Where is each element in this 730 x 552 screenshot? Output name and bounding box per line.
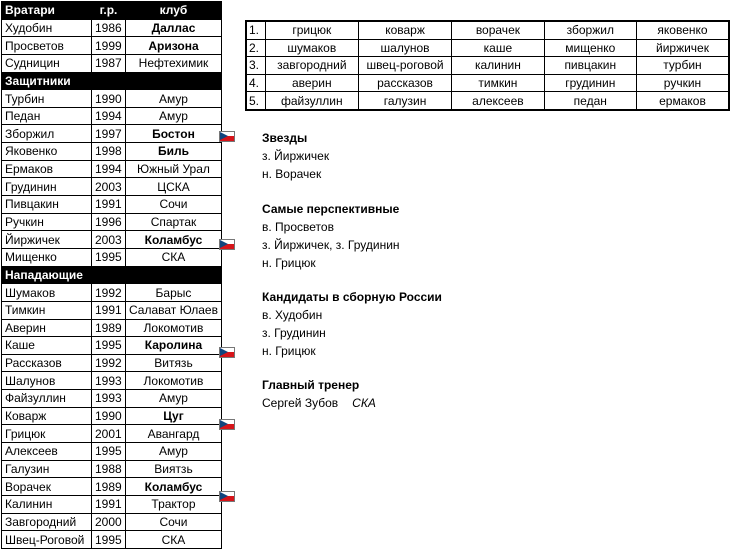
player-club: Локомотив bbox=[126, 372, 222, 390]
forwards-header bbox=[2, 266, 222, 284]
player-club: Амур bbox=[126, 390, 222, 408]
player-name: Алексеев bbox=[2, 443, 92, 461]
stars-line: з. Йиржичек bbox=[262, 149, 330, 163]
player-name: Файзуллин bbox=[2, 390, 92, 408]
czech-flag-icon bbox=[219, 239, 235, 250]
line-player: шумаков bbox=[265, 39, 358, 57]
player-row bbox=[2, 301, 222, 319]
player-year: 1989 bbox=[92, 478, 126, 496]
player-club: Сочи bbox=[126, 513, 222, 531]
player-club: Авангард bbox=[126, 425, 222, 443]
player-name: Галузин bbox=[2, 460, 92, 478]
player-name: Худобин bbox=[2, 19, 92, 37]
player-name: Калинин bbox=[2, 495, 92, 513]
player-row bbox=[2, 54, 222, 72]
line-player: каше bbox=[452, 39, 544, 57]
player-name: Яковенко bbox=[2, 143, 92, 161]
player-name: Судницин bbox=[2, 54, 92, 72]
candidates-section bbox=[262, 288, 442, 360]
line-player: шалунов bbox=[358, 39, 451, 57]
line-number: 3. bbox=[246, 57, 265, 75]
player-row bbox=[2, 196, 222, 214]
coach-name: Сергей Зубов bbox=[262, 396, 339, 410]
player-club: Амур bbox=[126, 90, 222, 108]
player-name: Завгородний bbox=[2, 513, 92, 531]
player-year: 1989 bbox=[92, 319, 126, 337]
player-year: 1992 bbox=[92, 284, 126, 302]
prospects-line: н. Грицюк bbox=[262, 256, 316, 270]
player-row bbox=[2, 354, 222, 372]
player-row bbox=[2, 107, 222, 125]
line-player: мищенко bbox=[544, 39, 636, 57]
player-row bbox=[2, 443, 222, 461]
player-year: 1994 bbox=[92, 107, 126, 125]
line-row bbox=[246, 92, 729, 110]
player-row bbox=[2, 337, 222, 355]
goalies-header-year: г.р. bbox=[92, 2, 126, 20]
player-club: Сочи bbox=[126, 196, 222, 214]
player-club: Аризона bbox=[126, 37, 222, 55]
player-row bbox=[2, 390, 222, 408]
line-player: тимкин bbox=[452, 74, 544, 92]
player-year: 1994 bbox=[92, 160, 126, 178]
player-row bbox=[2, 125, 222, 143]
forwards-header-label: Нападающие bbox=[2, 266, 92, 284]
player-name: Коварж bbox=[2, 407, 92, 425]
line-player: ворачек bbox=[452, 21, 544, 39]
stars-section bbox=[262, 129, 329, 183]
czech-flag-icon bbox=[219, 419, 235, 430]
player-row bbox=[2, 425, 222, 443]
forwards-header-year bbox=[92, 266, 126, 284]
line-player: турбин bbox=[636, 57, 729, 75]
line-player: зборжил bbox=[544, 21, 636, 39]
player-row bbox=[2, 407, 222, 425]
player-club: Амур bbox=[126, 443, 222, 461]
goalies-header-label: Вратари bbox=[2, 2, 92, 20]
roster-table bbox=[1, 1, 222, 549]
player-name: Грудинин bbox=[2, 178, 92, 196]
player-row bbox=[2, 531, 222, 549]
line-row bbox=[246, 57, 729, 75]
player-year: 1991 bbox=[92, 301, 126, 319]
player-row bbox=[2, 478, 222, 496]
czech-flag-icon bbox=[219, 347, 235, 358]
goalies-header-club: клуб bbox=[126, 2, 222, 20]
player-name: Каше bbox=[2, 337, 92, 355]
player-club: Цуг bbox=[126, 407, 222, 425]
candidates-line: з. Грудинин bbox=[262, 326, 326, 340]
player-year: 2000 bbox=[92, 513, 126, 531]
player-year: 1993 bbox=[92, 372, 126, 390]
player-club: Каролина bbox=[126, 337, 222, 355]
player-row bbox=[2, 143, 222, 161]
line-player: ручкин bbox=[636, 74, 729, 92]
czech-flag-icon bbox=[219, 491, 235, 502]
player-name: Йиржичек bbox=[2, 231, 92, 249]
lines-table bbox=[245, 20, 730, 111]
player-year: 1999 bbox=[92, 37, 126, 55]
line-player: ермаков bbox=[636, 92, 729, 110]
player-name: Шалунов bbox=[2, 372, 92, 390]
player-year: 2003 bbox=[92, 231, 126, 249]
player-name: Педан bbox=[2, 107, 92, 125]
line-player: грицюк bbox=[265, 21, 358, 39]
player-name: Ермаков bbox=[2, 160, 92, 178]
player-club: Коламбус bbox=[126, 478, 222, 496]
line-row bbox=[246, 39, 729, 57]
player-year: 1998 bbox=[92, 143, 126, 161]
line-row bbox=[246, 74, 729, 92]
czech-flag-icon bbox=[219, 131, 235, 142]
line-player: пивцакин bbox=[544, 57, 636, 75]
player-row bbox=[2, 513, 222, 531]
candidates-line: в. Худобин bbox=[262, 308, 323, 322]
player-club: Витязь bbox=[126, 354, 222, 372]
player-year: 1995 bbox=[92, 337, 126, 355]
player-club: Биль bbox=[126, 143, 222, 161]
player-year: 1988 bbox=[92, 460, 126, 478]
line-number: 2. bbox=[246, 39, 265, 57]
line-player: йиржичек bbox=[636, 39, 729, 57]
player-row bbox=[2, 213, 222, 231]
player-name: Ворачек bbox=[2, 478, 92, 496]
player-row bbox=[2, 460, 222, 478]
player-club: Южный Урал bbox=[126, 160, 222, 178]
defense-header-year bbox=[92, 72, 126, 90]
prospects-line: з. Йиржичек, з. Грудинин bbox=[262, 238, 400, 252]
player-year: 1997 bbox=[92, 125, 126, 143]
line-player: алексеев bbox=[452, 92, 544, 110]
line-row bbox=[246, 21, 729, 39]
player-row bbox=[2, 160, 222, 178]
forwards-header-club bbox=[126, 266, 222, 284]
line-player: грудинин bbox=[544, 74, 636, 92]
line-player: коварж bbox=[358, 21, 451, 39]
player-name: Швец-Роговой bbox=[2, 531, 92, 549]
player-name: Турбин bbox=[2, 90, 92, 108]
defense-header-club bbox=[126, 72, 222, 90]
goalies-header bbox=[2, 2, 222, 20]
player-name: Просветов bbox=[2, 37, 92, 55]
player-row bbox=[2, 372, 222, 390]
coach-team: СКА bbox=[352, 396, 376, 410]
player-club: ЦСКА bbox=[126, 178, 222, 196]
player-year: 1993 bbox=[92, 390, 126, 408]
player-row bbox=[2, 178, 222, 196]
player-year: 1991 bbox=[92, 196, 126, 214]
player-club: Виятзь bbox=[126, 460, 222, 478]
stars-title: Звезды bbox=[262, 131, 308, 145]
player-name: Грицюк bbox=[2, 425, 92, 443]
player-year: 1990 bbox=[92, 90, 126, 108]
coach-title: Главный тренер bbox=[262, 378, 360, 392]
player-club: СКА bbox=[126, 531, 222, 549]
player-year: 2003 bbox=[92, 178, 126, 196]
player-year: 1995 bbox=[92, 248, 126, 266]
line-player: педан bbox=[544, 92, 636, 110]
line-player: яковенко bbox=[636, 21, 729, 39]
player-club: Барыс bbox=[126, 284, 222, 302]
player-name: Зборжил bbox=[2, 125, 92, 143]
coach-section bbox=[262, 376, 376, 412]
defense-header-label: Защитники bbox=[2, 72, 92, 90]
player-row bbox=[2, 319, 222, 337]
player-row bbox=[2, 231, 222, 249]
player-row bbox=[2, 248, 222, 266]
player-year: 1995 bbox=[92, 443, 126, 461]
stars-line: н. Ворачек bbox=[262, 167, 322, 181]
line-number: 5. bbox=[246, 92, 265, 110]
player-name: Тимкин bbox=[2, 301, 92, 319]
player-club: Салават Юлаев bbox=[126, 301, 222, 319]
line-player: швец-роговой bbox=[358, 57, 451, 75]
candidates-title: Кандидаты в сборную России bbox=[262, 290, 442, 304]
line-player: аверин bbox=[265, 74, 358, 92]
prospects-section bbox=[262, 200, 400, 272]
player-club: Локомотив bbox=[126, 319, 222, 337]
player-year: 1986 bbox=[92, 19, 126, 37]
player-club: Коламбус bbox=[126, 231, 222, 249]
player-year: 1987 bbox=[92, 54, 126, 72]
player-name: Рассказов bbox=[2, 354, 92, 372]
player-club: Трактор bbox=[126, 495, 222, 513]
player-name: Ручкин bbox=[2, 213, 92, 231]
player-club: Спартак bbox=[126, 213, 222, 231]
player-row bbox=[2, 495, 222, 513]
player-row bbox=[2, 284, 222, 302]
line-player: файзуллин bbox=[265, 92, 358, 110]
line-number: 4. bbox=[246, 74, 265, 92]
player-name: Пивцакин bbox=[2, 196, 92, 214]
player-club: Амур bbox=[126, 107, 222, 125]
player-year: 1992 bbox=[92, 354, 126, 372]
candidates-line: н. Грицюк bbox=[262, 344, 316, 358]
player-year: 1996 bbox=[92, 213, 126, 231]
player-row bbox=[2, 90, 222, 108]
prospects-line: в. Просветов bbox=[262, 220, 334, 234]
player-club: Даллас bbox=[126, 19, 222, 37]
line-player: калинин bbox=[452, 57, 544, 75]
player-club: Нефтехимик bbox=[126, 54, 222, 72]
player-row bbox=[2, 19, 222, 37]
defense-header bbox=[2, 72, 222, 90]
player-year: 2001 bbox=[92, 425, 126, 443]
player-club: Бостон bbox=[126, 125, 222, 143]
player-year: 1990 bbox=[92, 407, 126, 425]
line-number: 1. bbox=[246, 21, 265, 39]
player-year: 1991 bbox=[92, 495, 126, 513]
player-name: Мищенко bbox=[2, 248, 92, 266]
line-player: рассказов bbox=[358, 74, 451, 92]
line-player: галузин bbox=[358, 92, 451, 110]
line-player: завгородний bbox=[265, 57, 358, 75]
prospects-title: Самые перспективные bbox=[262, 202, 400, 216]
player-club: СКА bbox=[126, 248, 222, 266]
player-name: Аверин bbox=[2, 319, 92, 337]
player-year: 1995 bbox=[92, 531, 126, 549]
player-row bbox=[2, 37, 222, 55]
player-name: Шумаков bbox=[2, 284, 92, 302]
